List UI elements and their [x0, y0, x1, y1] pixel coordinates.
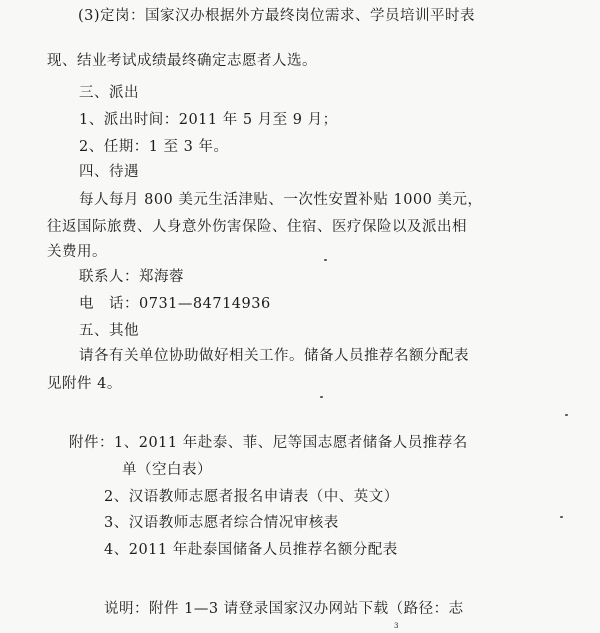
text-line-8: 往返国际旅费、人身意外伤害保险、住宿、医疗保险以及派出相 [47, 219, 467, 235]
text-line-13: 请各有关单位协助做好相关工作。储备人员推荐名额分配表 [79, 348, 469, 364]
scan-speck [565, 414, 568, 416]
text-line-2: 现、结业考试成绩最终确定志愿者人选。 [47, 53, 317, 69]
contact-phone: 电 话：0731—84714936 [79, 296, 271, 312]
text-line-4: 1、派出时间：2011 年 5 月至 9 月； [79, 112, 338, 128]
attachment-3: 3、汉语教师志愿者综合情况审核表 [104, 515, 339, 531]
text-line-1: (3)定岗：国家汉办根据外方最终岗位需求、学员培训平时表 [78, 8, 476, 24]
note-line: 说明：附件 1—3 请登录国家汉办网站下载（路径：志 [104, 601, 464, 617]
text-line-5: 2、任期：1 至 3 年。 [79, 139, 229, 155]
scan-speck [320, 396, 323, 398]
scan-speck [560, 516, 563, 518]
attachment-4: 4、2011 年赴泰国储备人员推荐名额分配表 [104, 542, 398, 558]
scan-speck [324, 259, 327, 261]
section-heading-dispatch: 三、派出 [79, 85, 139, 101]
attachment-2: 2、汉语教师志愿者报名申请表（中、英文） [104, 489, 399, 505]
section-heading-other: 五、其他 [79, 323, 139, 339]
text-line-9: 关费用。 [47, 244, 107, 260]
contact-person: 联系人：郑海蓉 [79, 269, 184, 285]
attachment-1: 附件：1、2011 年赴泰、菲、尼等国志愿者储备人员推荐名 [69, 435, 468, 451]
text-line-14: 见附件 4。 [47, 376, 122, 392]
attachment-1-cont: 单（空白表） [122, 462, 212, 478]
text-line-7: 每人每月 800 美元生活津贴、一次性安置补贴 1000 美元， [79, 192, 483, 208]
page-number: 3 [394, 622, 399, 630]
section-heading-benefits: 四、待遇 [79, 164, 139, 180]
